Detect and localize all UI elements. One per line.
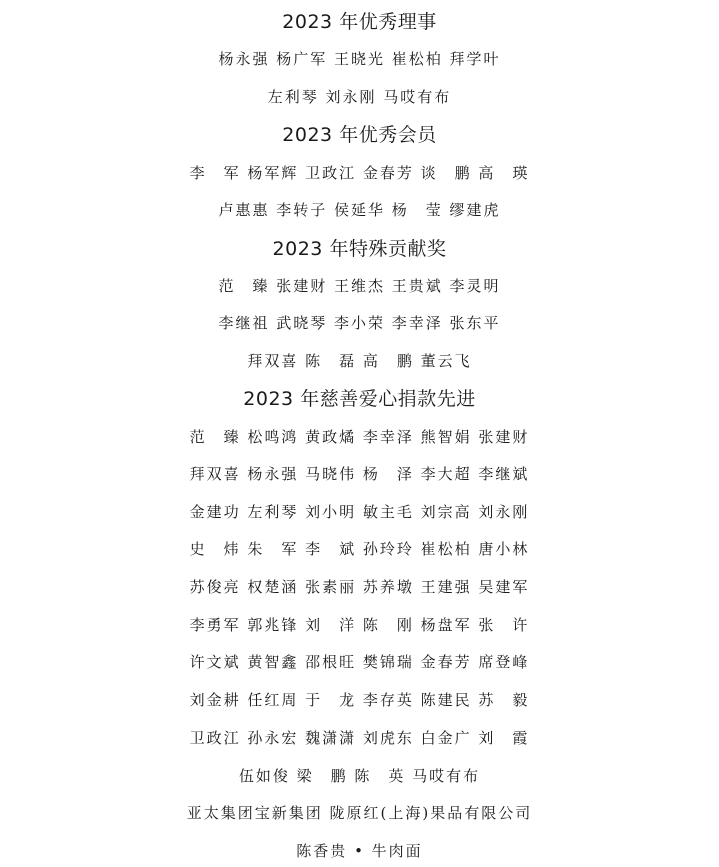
section-title-charity-donation: 2023 年慈善爱心捐款先进: [243, 388, 476, 410]
name-line: 拜双喜 陈 磊 高 鹏 董云飞: [247, 352, 472, 370]
name-line: 左利琴 刘永刚 马哎有布: [267, 88, 452, 106]
organization-line: 亚太集团宝新集团 陇原红(上海)果品有限公司: [186, 804, 533, 822]
name-line: 杨永强 杨广军 王晓光 崔松柏 拜学叶: [218, 50, 501, 68]
name-line: 伍如俊 梁 鹏 陈 英 马哎有布: [238, 767, 481, 785]
name-line: 卢惠惠 李转子 侯延华 杨 莹 缪建虎: [218, 201, 501, 219]
name-line: 史 炜 朱 军 李 斌 孙玲玲 崔松柏 唐小林: [189, 540, 530, 558]
name-line: 许文斌 黄智鑫 邵根旺 樊锦瑞 金春芳 席登峰: [189, 653, 530, 671]
name-line: 李继祖 武晓琴 李小荣 李幸泽 张东平: [218, 314, 501, 332]
section-title-excellent-directors: 2023 年优秀理事: [282, 11, 437, 33]
name-line: 苏俊亮 权楚涵 张素丽 苏养墩 王建强 吴建军: [189, 578, 530, 596]
organization-line: 陈香贵 • 牛肉面: [296, 842, 423, 860]
name-line: 拜双喜 杨永强 马晓伟 杨 泽 李大超 李继斌: [189, 465, 530, 483]
section-title-excellent-members: 2023 年优秀会员: [282, 124, 437, 146]
name-line: 范 臻 松鸣鸿 黄政燏 李幸泽 熊智娟 张建财: [189, 428, 530, 446]
name-line: 卫政江 孙永宏 魏潇潇 刘虎东 白金广 刘 霞: [189, 729, 530, 747]
section-title-special-contribution: 2023 年特殊贡献奖: [272, 238, 447, 260]
name-line: 李 军 杨军辉 卫政江 金春芳 谈 鹏 高 瑛: [189, 164, 530, 182]
name-line: 金建功 左利琴 刘小明 敏主毛 刘宗高 刘永刚: [189, 503, 530, 521]
name-line: 刘金耕 任红周 于 龙 李存英 陈建民 苏 毅: [189, 691, 530, 709]
name-line: 李勇军 郭兆锋 刘 洋 陈 刚 杨盘军 张 许: [189, 616, 530, 634]
name-line: 范 臻 张建财 王维杰 王贵斌 李灵明: [218, 277, 501, 295]
